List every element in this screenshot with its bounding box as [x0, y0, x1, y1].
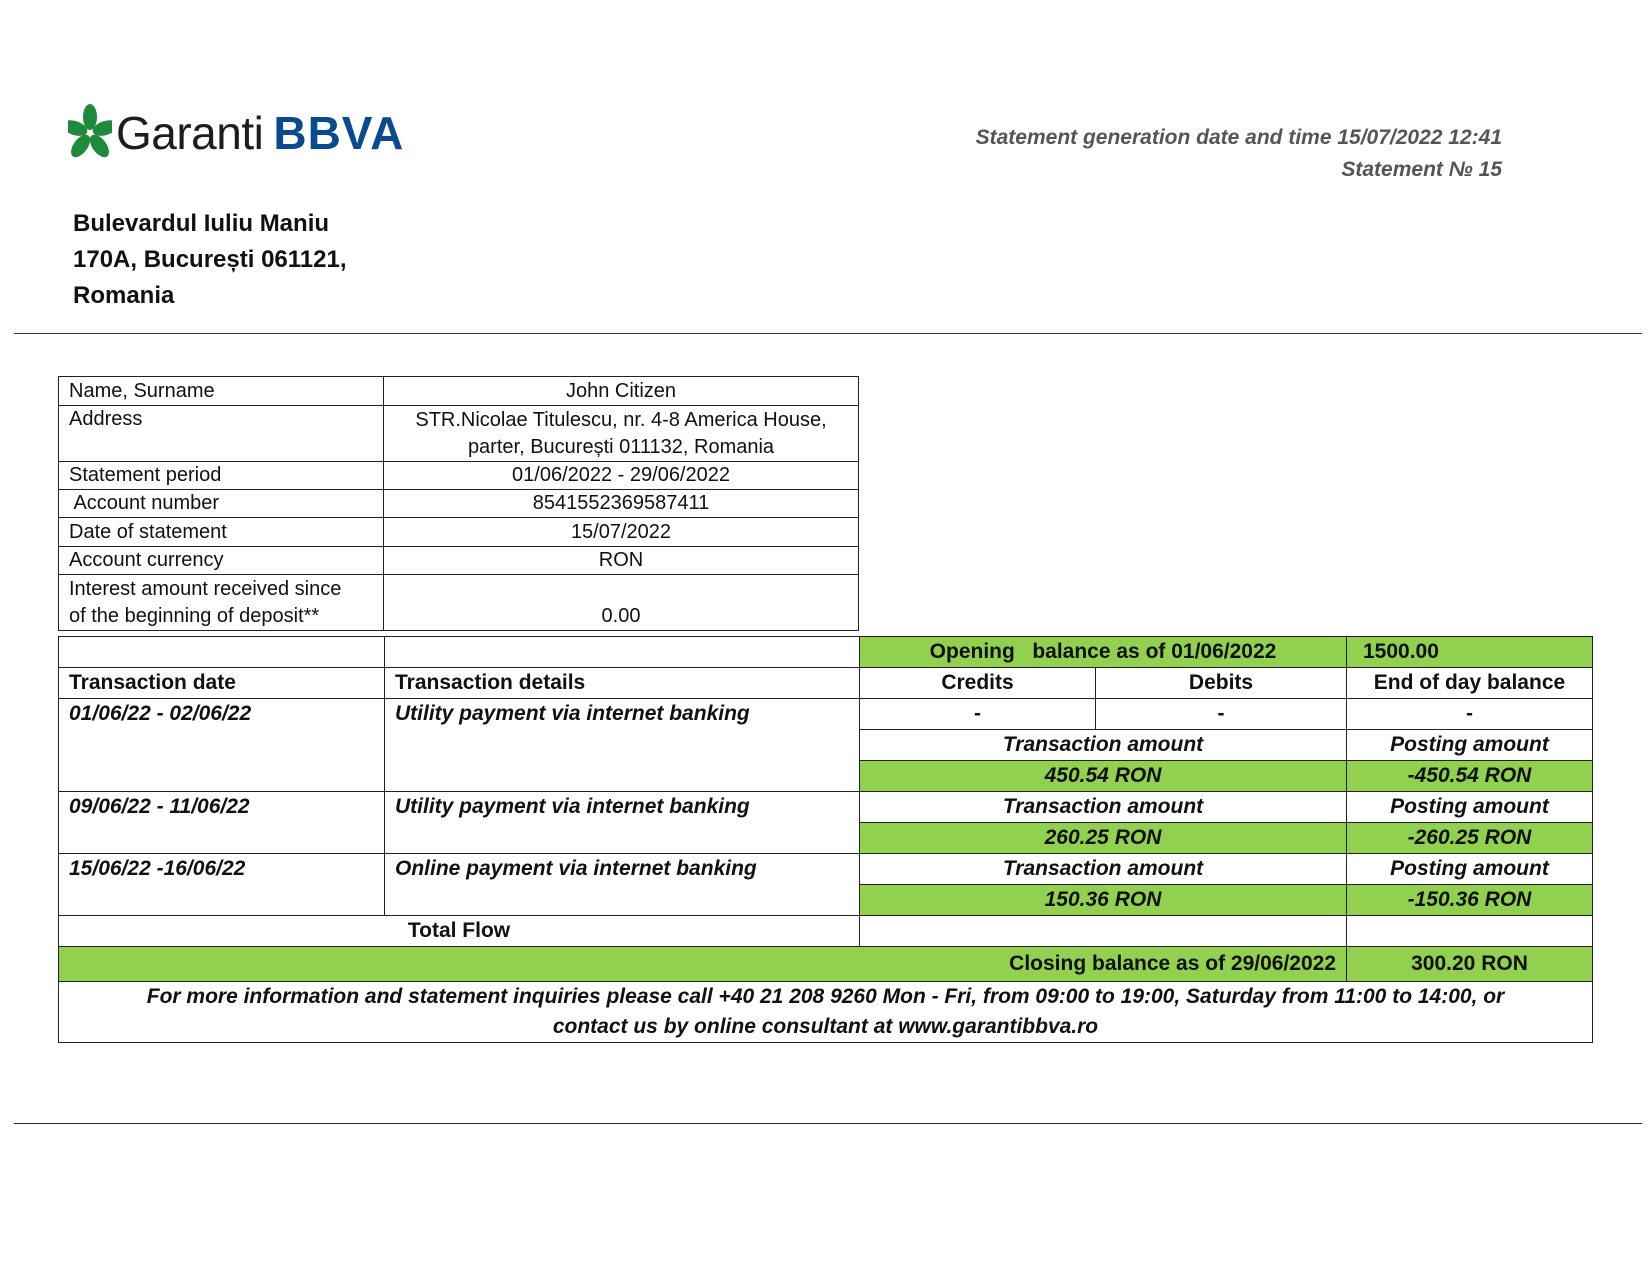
transaction-details: Utility payment via internet banking — [385, 699, 860, 792]
statement-number: Statement № 15 — [1341, 158, 1502, 181]
debits-value: - — [1096, 699, 1347, 730]
opening-balance-value: 1500.00 — [1347, 637, 1593, 668]
address-line: STR.Nicolae Titulescu, nr. 4-8 America House, — [415, 408, 827, 431]
footer-note-row — [59, 982, 1593, 1043]
name-label: Name, Surname — [59, 377, 384, 406]
header-credits: Credits — [860, 668, 1096, 699]
transaction-date: 09/06/22 - 11/06/22 — [59, 792, 385, 854]
blank-cell — [1347, 916, 1593, 947]
address-line: parter, București 011132, Romania — [467, 435, 775, 458]
transaction-amount: 260.25 RON — [860, 823, 1347, 854]
opening-balance-label: Opening balance as of 01/06/2022 — [860, 637, 1347, 668]
closing-balance-row — [59, 947, 1593, 982]
header-transaction-date: Transaction date — [59, 668, 385, 699]
posting-amount: -260.25 RON — [1347, 823, 1593, 854]
interest-label — [59, 575, 384, 631]
transactions-table — [58, 636, 1593, 1043]
closing-balance-value: 300.20 RON — [1347, 947, 1593, 982]
transaction-date: 15/06/22 -16/06/22 — [59, 854, 385, 916]
statement-meta — [976, 122, 1502, 186]
address-label: Address — [59, 406, 384, 462]
info-row-address — [59, 406, 859, 462]
total-flow-label: Total Flow — [59, 916, 860, 947]
blank-cell — [59, 637, 385, 668]
account-label: Account number — [59, 490, 384, 518]
date-label: Date of statement — [59, 518, 384, 547]
info-row-account — [59, 490, 859, 518]
posting-amount-label: Posting amount — [1347, 854, 1593, 885]
info-row-interest — [59, 575, 859, 631]
date-value: 15/07/2022 — [384, 518, 859, 547]
footer-note — [59, 982, 1593, 1043]
logo-name: Garanti — [116, 107, 264, 159]
currency-label: Account currency — [59, 547, 384, 575]
info-row-date — [59, 518, 859, 547]
currency-value: RON — [384, 547, 859, 575]
end-of-day-value: - — [1347, 699, 1593, 730]
bank-address — [73, 206, 347, 314]
bank-logo — [68, 100, 404, 166]
transaction-amount-label: Transaction amount — [860, 854, 1347, 885]
bottom-divider — [14, 1123, 1642, 1124]
transaction-amount: 150.36 RON — [860, 885, 1347, 916]
opening-balance-row — [59, 637, 1593, 668]
credits-value: - — [860, 699, 1096, 730]
interest-label-line: of the beginning of deposit** — [69, 604, 320, 627]
info-row-currency — [59, 547, 859, 575]
bank-address-line: Romania — [73, 282, 175, 309]
footer-note-line: For more information and statement inquiries please call +40 21 208 9260 Mon - Fri, from 09:00 to 19:00, Saturday from 11:00 to 14:00, or — [146, 985, 1505, 1008]
header-transaction-details: Transaction details — [385, 668, 860, 699]
interest-label-line: Interest amount received since — [69, 577, 342, 600]
posting-amount: -150.36 RON — [1347, 885, 1593, 916]
table-row — [59, 699, 1593, 730]
period-label: Statement period — [59, 462, 384, 490]
bank-address-line: 170A, București 061121, — [73, 246, 347, 273]
table-row — [59, 792, 1593, 823]
customer-info-table — [58, 376, 859, 631]
transaction-amount-label: Transaction amount — [860, 792, 1347, 823]
clover-icon — [68, 100, 112, 166]
top-divider — [14, 333, 1642, 334]
transaction-amount: 450.54 RON — [860, 761, 1347, 792]
transaction-amount-label: Transaction amount — [860, 730, 1347, 761]
transactions-header-row — [59, 668, 1593, 699]
address-value — [384, 406, 859, 462]
transaction-details: Utility payment via internet banking — [385, 792, 860, 854]
footer-note-line: contact us by online consultant at www.garantibbva.ro — [552, 1015, 1099, 1038]
posting-amount-label: Posting amount — [1347, 792, 1593, 823]
closing-balance-label: Closing balance as of 29/06/2022 — [59, 947, 1347, 982]
header-end-of-day-balance: End of day balance — [1347, 668, 1593, 699]
bank-address-line: Bulevardul Iuliu Maniu — [73, 210, 330, 237]
posting-amount: -450.54 RON — [1347, 761, 1593, 792]
transaction-date: 01/06/22 - 02/06/22 — [59, 699, 385, 792]
logo-wordmark — [116, 100, 404, 166]
blank-cell — [860, 916, 1347, 947]
account-value: 8541552369587411 — [384, 490, 859, 518]
period-value: 01/06/2022 - 29/06/2022 — [384, 462, 859, 490]
info-row-name — [59, 377, 859, 406]
total-flow-row — [59, 916, 1593, 947]
logo-brand: BBVA — [273, 107, 405, 159]
transaction-details: Online payment via internet banking — [385, 854, 860, 916]
info-row-period — [59, 462, 859, 490]
interest-value: 0.00 — [384, 575, 859, 631]
header-debits: Debits — [1096, 668, 1347, 699]
generation-datetime: Statement generation date and time 15/07/2022 12:41 — [975, 126, 1502, 149]
posting-amount-label: Posting amount — [1347, 730, 1593, 761]
blank-cell — [385, 637, 860, 668]
table-row — [59, 854, 1593, 885]
name-value: John Citizen — [384, 377, 859, 406]
